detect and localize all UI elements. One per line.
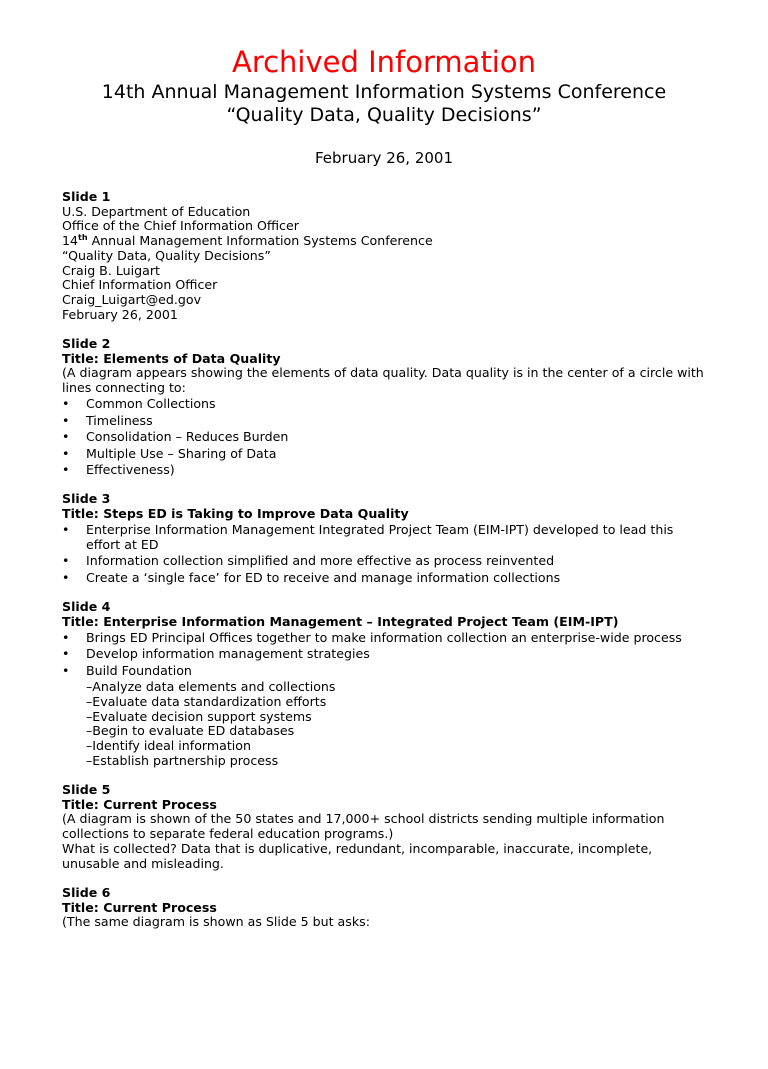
text-line: “Quality Data, Quality Decisions” (62, 247, 271, 263)
bullet-list (62, 631, 706, 678)
document-body (62, 190, 706, 930)
sub-list-item: –Evaluate data standardization efforts (86, 693, 327, 709)
list-item (62, 447, 706, 462)
text-line: Office of the Chief Information Officer (62, 218, 299, 234)
list-item (62, 523, 706, 552)
bullet-list (62, 397, 706, 477)
ordinal-number: 14 (62, 233, 79, 249)
list-item (62, 414, 706, 429)
conference-date: February 26, 2001 (314, 149, 454, 167)
bullet-icon: • (62, 569, 70, 585)
sub-list-item: –Establish partnership process (86, 752, 279, 768)
slide-3-section (62, 492, 706, 585)
slide-heading: Slide 1 (62, 189, 111, 204)
list-item-text: Enterprise Information Management Integrated Project Team (EIM-IPT) developed to lead this effort at ED (86, 522, 674, 552)
text-line: February 26, 2001 (62, 306, 178, 322)
archived-banner: Archived Information (231, 45, 536, 79)
sub-list-item: –Evaluate decision support systems (86, 708, 312, 724)
slide-heading: Slide 6 (62, 884, 111, 900)
slide-description: (A diagram appears showing the elements of data quality. Data quality is in the center of a circle with lines connecting to: (62, 365, 704, 396)
slide-title: Title: Current Process (62, 796, 217, 812)
sub-list-item: –Begin to evaluate ED databases (86, 723, 295, 739)
list-item-text: Common Collections (86, 396, 216, 412)
list-item-text: Build Foundation (86, 662, 192, 678)
bullet-icon: • (62, 553, 70, 569)
bullet-icon: • (62, 461, 70, 477)
list-item (62, 664, 706, 679)
slide-title: Title: Elements of Data Quality (62, 350, 281, 366)
ordinal-suffix: th (78, 232, 88, 242)
list-item (62, 647, 706, 662)
conference-line (62, 234, 706, 249)
slide-heading: Slide 5 (62, 782, 111, 798)
slide-heading: Slide 4 (62, 599, 111, 615)
slide-2-section (62, 337, 706, 478)
list-item (62, 571, 706, 586)
slide-description: What is collected? Data that is duplicative, redundant, incomparable, inaccurate, incomplete, unusable and misleading. (62, 840, 653, 871)
list-item (62, 631, 706, 646)
sub-list-item: –Identify ideal information (86, 737, 251, 753)
bullet-icon: • (62, 445, 70, 461)
list-item-text: Effectiveness) (86, 461, 175, 477)
slide-heading: Slide 2 (62, 336, 111, 352)
bullet-icon: • (62, 629, 70, 645)
bullet-icon: • (62, 396, 70, 412)
list-item-text: Create a ‘single face’ for ED to receive and manage information collections (86, 569, 561, 585)
conference-title: 14th Annual Management Information Systems Conference (101, 81, 667, 103)
slide-description: (The same diagram is shown as Slide 5 but asks: (62, 914, 370, 930)
document-page (0, 45, 768, 1069)
bullet-icon: • (62, 662, 70, 678)
slide-5-section (62, 783, 706, 871)
slide-description: (A diagram is shown of the 50 states and 17,000+ school districts sending multiple information collections to separate federal education programs.) (62, 811, 665, 842)
list-item (62, 554, 706, 569)
list-item-text: Brings ED Principal Offices together to make information collection an enterprise-wide process (86, 629, 682, 645)
bullet-icon: • (62, 412, 70, 428)
slide-title: Title: Steps ED is Taking to Improve Data Quality (62, 505, 409, 521)
list-item-text: Develop information management strategies (86, 646, 370, 662)
bullet-icon: • (62, 646, 70, 662)
text-line: U.S. Department of Education (62, 203, 251, 219)
presenter-role: Chief Information Officer (62, 277, 218, 293)
list-item-text: Consolidation – Reduces Burden (86, 429, 289, 445)
slide-title: Title: Enterprise Information Management – Integrated Project Team (EIM-IPT) (62, 613, 619, 629)
sub-list-item: –Analyze data elements and collections (86, 679, 336, 695)
conference-line-text: Annual Management Information Systems Conference (87, 233, 433, 249)
bullet-icon: • (62, 522, 70, 538)
list-item-text: Multiple Use – Sharing of Data (86, 445, 277, 461)
list-item (62, 430, 706, 445)
list-item-text: Timeliness (86, 412, 153, 428)
list-item (62, 463, 706, 478)
presenter-name: Craig B. Luigart (62, 262, 160, 278)
bullet-icon: • (62, 429, 70, 445)
list-item (62, 397, 706, 412)
slide-6-section (62, 886, 706, 930)
list-item-text: Information collection simplified and more effective as process reinvented (86, 553, 555, 569)
bullet-list (62, 523, 706, 585)
slide-4-section (62, 600, 706, 768)
slide-heading: Slide 3 (62, 491, 111, 507)
slide-title: Title: Current Process (62, 899, 217, 915)
presenter-email: Craig_Luigart@ed.gov (62, 291, 202, 307)
slide-1-section (62, 190, 706, 322)
conference-subtitle: “Quality Data, Quality Decisions” (226, 104, 542, 126)
